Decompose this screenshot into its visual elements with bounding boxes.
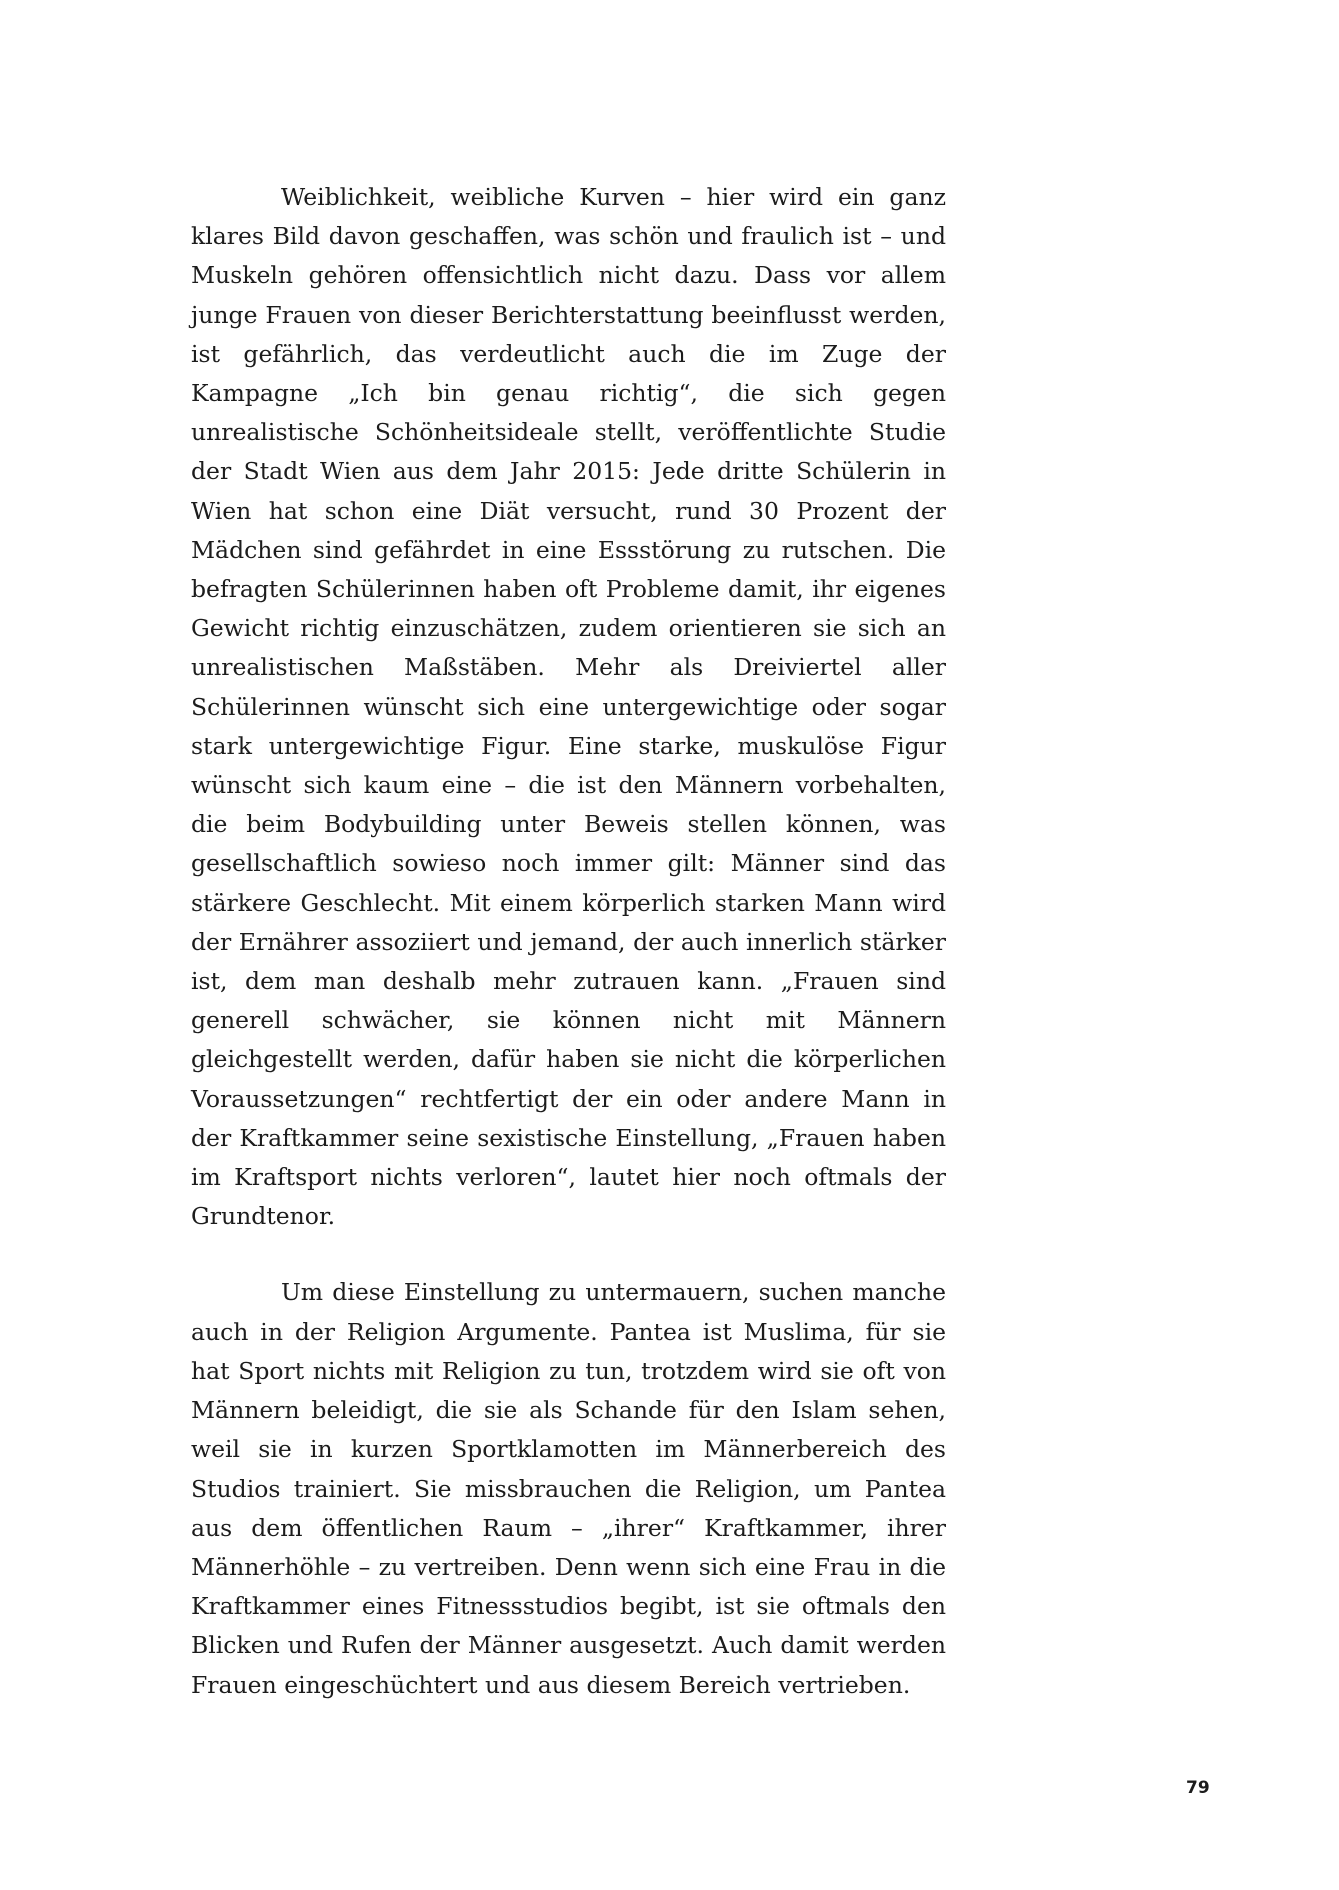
page-number: 79	[1186, 1778, 1210, 1798]
paragraph-1: Weiblichkeit, weibliche Kurven – hier wird ein ganz klares Bild davon geschaffen, was schön und fraulich ist – und Muskeln gehören offensichtlich nicht dazu. Dass vor allem junge Frauen von dieser Berichterstattung beeinflusst werden, ist gefährlich, das verdeutlicht auch die im Zuge der Kampagne „Ich bin genau richtig“, die sich gegen unrealistische Schönheitsideale stellt, veröffentlichte Studie der Stadt Wien aus dem Jahr 2015: Jede dritte Schülerin in Wien hat schon eine Diät versucht, rund 30 Prozent der Mädchen sind gefährdet in eine Essstörung zu rutschen. Die befragten Schülerinnen haben oft Probleme damit, ihr eigenes Gewicht richtig einzuschätzen, zudem orientieren sie sich an unrealistischen Maßstäben. Mehr als Dreiviertel aller Schülerinnen wünscht sich eine untergewichtige oder sogar stark untergewichtige Figur. Eine starke, muskulöse Figur wünscht sich kaum eine – die ist den Männern vorbehalten, die beim Bodybuilding unter Beweis stellen können, was gesellschaftlich sowieso noch immer gilt: Männer sind das stärkere Geschlecht. Mit einem körperlich starken Mann wird der Ernährer assoziiert und jemand, der auch innerlich stärker ist, dem man deshalb mehr zutrauen kann. „Frauen sind generell schwächer, sie können nicht mit Männern gleichgestellt werden, dafür haben sie nicht die körperlichen Voraussetzungen“ rechtfertigt der ein oder andere Mann in der Kraftkammer seine sexistische Einstellung, „Frauen haben im Kraftsport nichts verloren“, lautet hier noch oftmals der Grundtenor.	[191, 183, 946, 1231]
paragraph-2: Um diese Einstellung zu untermauern, suchen manche auch in der Religion Argumente. Pantea ist Muslima, für sie hat Sport nichts mit Religion zu tun, trotzdem wird sie oft von Männern beleidigt, die sie als Schande für den Islam sehen, weil sie in kurzen Sportklamotten im Männerbereich des Studios trainiert. Sie missbrauchen die Religion, um Pantea aus dem öffentlichen Raum – „ihrer“ Kraftkammer, ihrer Männerhöhle – zu vertreiben. Denn wenn sich eine Frau in die Kraftkammer eines Fitnessstudios begibt, ist sie oftmals den Blicken und Rufen der Männer ausgesetzt. Auch damit werden Frauen eingeschüchtert und aus diesem Bereich vertrieben.	[191, 1278, 946, 1699]
body-text	[191, 178, 946, 1705]
